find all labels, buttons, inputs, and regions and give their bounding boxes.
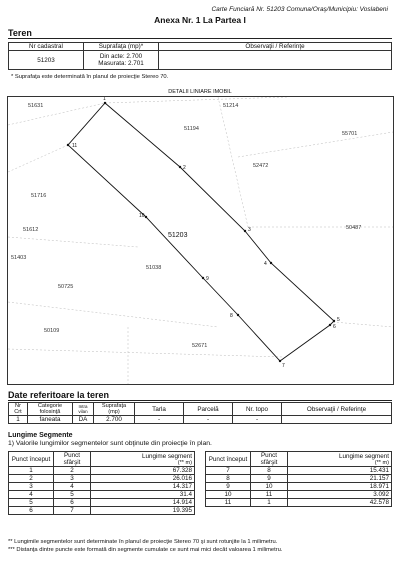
segment-start: 3 [9, 483, 54, 491]
neighbor-label: 51403 [11, 255, 27, 261]
parcel-vertex [270, 262, 272, 264]
segment-start: 8 [206, 475, 251, 483]
segments-section-title: Lungime Segmente [8, 432, 73, 439]
vertex-label: 8 [230, 313, 233, 319]
segment-row [9, 483, 195, 491]
parcel-vertex [145, 216, 147, 218]
segment-start: 2 [9, 475, 54, 483]
vertex-label: 2 [183, 165, 186, 171]
segment-end: 9 [251, 475, 288, 483]
neighbor-label: 51038 [146, 265, 162, 271]
segment-length: 67.328 [91, 467, 195, 475]
segment-row [206, 491, 392, 499]
neighbor-label: 51612 [23, 227, 39, 233]
segment-end: 7 [54, 507, 91, 515]
segment-row [9, 475, 195, 483]
segment-row [206, 467, 392, 475]
seg-th-start: Punct început [206, 452, 251, 467]
teren-rule [8, 38, 392, 39]
ref-suprafata: 2.700 [94, 416, 135, 424]
segment-length: 18.971 [288, 483, 392, 491]
segment-start: 4 [9, 491, 54, 499]
parcel-boundary [68, 103, 334, 361]
segment-row [9, 491, 195, 499]
observations-cell [159, 51, 392, 70]
th-nr-topo: Nr. topo [233, 403, 282, 416]
referinte-section-title: Date referitoare la teren [8, 390, 110, 400]
segments-table-left [8, 451, 195, 515]
register-line: Carte Funciară Nr. 51203 Comuna/Oraş/Municipiu: Voslabeni [211, 6, 388, 13]
segment-length: 31.4 [91, 491, 195, 499]
parcel-plan-drawing [8, 97, 393, 384]
ref-parcela: - [184, 416, 233, 424]
segment-end: 1 [251, 499, 288, 507]
parcel-vertex [67, 144, 69, 146]
segment-end: 5 [54, 491, 91, 499]
parcel-vertex [237, 314, 239, 316]
referinte-rule [8, 400, 392, 401]
vertex-label: 11 [72, 143, 78, 149]
neighbor-label: 51214 [223, 103, 239, 109]
th-cadastral: Nr cadastral [9, 43, 84, 51]
segment-length: 21.157 [288, 475, 392, 483]
teren-table [8, 42, 392, 70]
neighbor-label: 51631 [28, 103, 44, 109]
segment-end: 6 [54, 499, 91, 507]
segment-start: 10 [206, 491, 251, 499]
ref-intravilan: DA [73, 416, 94, 424]
segment-end: 3 [54, 475, 91, 483]
neighbor-label: 51716 [31, 193, 47, 199]
referinte-table [8, 402, 392, 424]
parcel-plan [7, 96, 394, 385]
segment-row [9, 507, 195, 515]
vertex-label: 4 [264, 261, 267, 267]
seg-th-length-label: Lungime segment [141, 452, 192, 460]
seg-th-start: Punct început [9, 452, 54, 467]
segment-row [9, 499, 195, 507]
vertex-label: 7 [282, 363, 285, 369]
th-tarla: Tarla [135, 403, 184, 416]
neighbor-labels [11, 103, 361, 349]
neighbor-label: 51194 [184, 126, 199, 132]
segment-start: 1 [9, 467, 54, 475]
th-observatii-ref: Observaţii / Referinţe [282, 403, 392, 416]
segments-note-1: ** Lungimile segmentelor sunt determinate în planul de proiecţie Stereo 70 şi sunt rotunjite la 1 milimetru. [8, 539, 278, 545]
neighbor-label: 50109 [44, 328, 60, 334]
seg-th-end: Punct sfârşit [54, 452, 91, 467]
seg-th-end: Punct sfârşit [251, 452, 288, 467]
segment-length: 14.317 [91, 483, 195, 491]
ref-observatii [282, 416, 392, 424]
segment-row [9, 467, 195, 475]
segment-row [206, 499, 392, 507]
segment-row [206, 475, 392, 483]
ref-nr: 1 [9, 416, 28, 424]
area-measured: Masurata: 2.701 [98, 60, 144, 67]
th-suprafata-mp: Suprafaţa (mp) [94, 403, 135, 416]
segment-end: 10 [251, 483, 288, 491]
area-cell [84, 51, 159, 70]
cadastral-number: 51203 [9, 51, 84, 70]
ref-categorie: faneata [28, 416, 73, 424]
parcel-vertex [333, 320, 335, 322]
segment-start: 7 [206, 467, 251, 475]
segment-start: 11 [206, 499, 251, 507]
seg-th-length-unit: (** m) [374, 459, 389, 466]
segments-note-2: *** Distanţa dintre puncte este formată din segmente cumulate ce sunt mai mici decât valoarea 1 milimetru. [8, 547, 283, 553]
ref-tarla: - [135, 416, 184, 424]
segment-length: 19.395 [91, 507, 195, 515]
parcel-vertex [202, 277, 204, 279]
segment-length: 3.092 [288, 491, 392, 499]
neighbor-label: 52671 [192, 343, 208, 349]
segment-end: 11 [251, 491, 288, 499]
parcel-vertices [67, 97, 340, 369]
segment-end: 2 [54, 467, 91, 475]
vertex-label: 6 [333, 324, 336, 330]
th-parcela: Parcelă [184, 403, 233, 416]
seg-th-length [288, 452, 392, 467]
segment-start: 5 [9, 499, 54, 507]
segment-end: 4 [54, 483, 91, 491]
th-intravilan: Intra vilan [73, 403, 94, 416]
area-acts: Din acte: 2.700 [99, 53, 143, 60]
neighbor-label: 50487 [346, 225, 362, 231]
vertex-label: 1 [103, 97, 106, 102]
th-suprafata: Suprafaţa (mp)* [84, 43, 159, 51]
neighbor-label: 50725 [58, 284, 74, 290]
th-observatii: Observaţii / Referinţe [159, 43, 392, 51]
parcel-vertex [104, 102, 106, 104]
parcel-vertex [244, 230, 246, 232]
th-nr-crt: Nr Crt [9, 403, 28, 416]
parcel-label: 51203 [168, 232, 188, 239]
segment-start: 9 [206, 483, 251, 491]
parcel-vertex [179, 166, 181, 168]
segment-length: 14.914 [91, 499, 195, 507]
vertex-label: 9 [206, 276, 209, 282]
segment-row [206, 483, 392, 491]
segments-subtitle: 1) Valorile lungimilor segmentelor sunt obţinute din proiecţie în plan. [8, 440, 212, 447]
ref-nr-topo: - [233, 416, 282, 424]
neighbor-label: 55701 [342, 131, 358, 137]
segment-length: 42.578 [288, 499, 392, 507]
th-categorie: Categorie folosinţă [28, 403, 73, 416]
segments-table-right [205, 451, 392, 507]
parcel-vertex [329, 324, 331, 326]
seg-th-length-label: Lungime segment [338, 452, 389, 460]
segment-end: 8 [251, 467, 288, 475]
annex-title: Anexa Nr. 1 La Partea I [154, 15, 246, 25]
segment-length: 26.016 [91, 475, 195, 483]
teren-footnote: * Suprafaţa este determinată în planul de proiecţie Stereo 70. [11, 74, 169, 80]
parcel-vertex [279, 360, 281, 362]
seg-th-length-unit: (** m) [177, 459, 192, 466]
vertex-label: 10 [139, 213, 145, 219]
segment-start: 6 [9, 507, 54, 515]
teren-section-title: Teren [8, 28, 32, 38]
vertex-label: 3 [248, 227, 251, 233]
vertex-label: 5 [337, 317, 340, 323]
segment-length: 15.431 [288, 467, 392, 475]
plan-title: DETALII LINIARE IMOBIL [168, 89, 232, 95]
seg-th-length [91, 452, 195, 467]
neighbor-boundaries [8, 97, 393, 384]
neighbor-label: 52472 [253, 163, 269, 169]
